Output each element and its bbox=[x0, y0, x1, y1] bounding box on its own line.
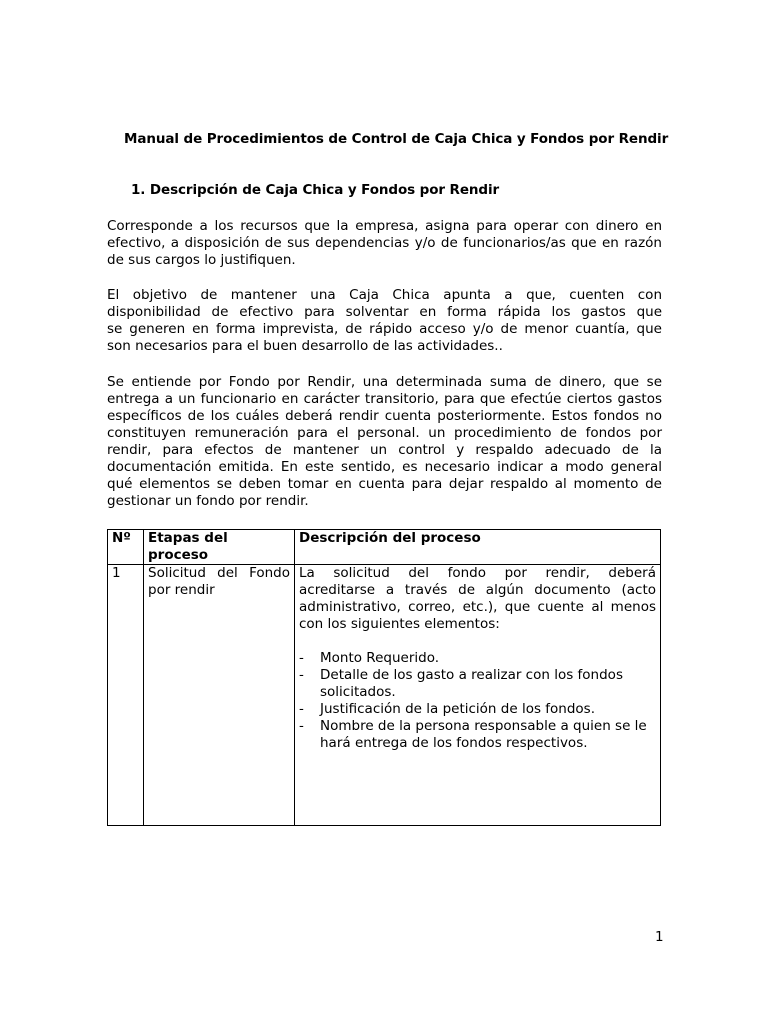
list-item-line: solicitados. bbox=[320, 684, 396, 700]
paragraph-fondo-por-rendir bbox=[107, 374, 662, 510]
paragraph-line: gestionar un fondo por rendir. bbox=[107, 493, 309, 509]
header-stage: Etapas del proceso bbox=[144, 530, 295, 565]
paragraph-caja-chica-definition bbox=[107, 218, 662, 269]
paragraph-line: qué elementos se deben tomar en cuenta para dejar respaldo al momento de bbox=[107, 476, 662, 492]
process-table bbox=[107, 529, 661, 826]
section-heading: 1. Descripción de Caja Chica y Fondos por Rendir bbox=[131, 182, 500, 198]
list-marker: - bbox=[299, 650, 304, 666]
list-item bbox=[299, 667, 656, 701]
paragraph-line: de sus cargos lo justifiquen. bbox=[107, 252, 296, 268]
description-line: La solicitud del fondo por rendir, deberá bbox=[299, 565, 656, 581]
stage-line: Solicitud del Fondo bbox=[148, 565, 290, 581]
paragraph-line: efectivo, a disposición de sus dependencias y/o de funcionarios/as que en razón bbox=[107, 235, 662, 251]
paragraph-line: rendir, para efectos de mantener un control y respaldo adecuado de la bbox=[107, 442, 662, 458]
list-marker: - bbox=[299, 718, 304, 734]
list-item bbox=[299, 718, 656, 752]
list-marker: - bbox=[299, 701, 304, 717]
paragraph-line: disponibilidad de efectivo para solventar en forma rápida los gastos que bbox=[107, 304, 662, 320]
paragraph-line: Se entiende por Fondo por Rendir, una determinada suma de dinero, que se bbox=[107, 374, 662, 390]
page-number: 1 bbox=[655, 929, 664, 945]
paragraph-line: son necesarios para el buen desarrollo de las actividades.. bbox=[107, 338, 503, 354]
requirements-list bbox=[299, 650, 656, 752]
list-item-line: hará entrega de los fondos respectivos. bbox=[320, 735, 588, 751]
cell-stage bbox=[144, 565, 295, 826]
description-line: administrativo, correo, etc.), que cuente al menos bbox=[299, 599, 656, 615]
cell-description bbox=[295, 565, 661, 826]
paragraph-line: documentación emitida. En este sentido, es necesario indicar a modo general bbox=[107, 459, 662, 475]
header-description: Descripción del proceso bbox=[295, 530, 661, 565]
table-header-row bbox=[108, 530, 661, 565]
table-row bbox=[108, 565, 661, 826]
list-item-line: Nombre de la persona responsable a quien se le bbox=[320, 718, 647, 734]
list-item-line: Justificación de la petición de los fondos. bbox=[320, 701, 595, 717]
paragraph-caja-chica-objective bbox=[107, 287, 662, 355]
description-line: acreditarse a través de algún documento (acto bbox=[299, 582, 656, 598]
paragraph-line: específicos de los cuáles deberá rendir cuenta posteriormente. Estos fondos no bbox=[107, 408, 662, 424]
stage-line: por rendir bbox=[148, 582, 215, 598]
list-item-line: Monto Requerido. bbox=[320, 650, 440, 666]
paragraph-line: Corresponde a los recursos que la empresa, asigna para operar con dinero en bbox=[107, 218, 662, 234]
description-line: con los siguientes elementos: bbox=[299, 616, 500, 632]
paragraph-line: El objetivo de mantener una Caja Chica apunta a que, cuenten con bbox=[107, 287, 662, 303]
paragraph-line: constituyen remuneración para el personal. un procedimiento de fondos por bbox=[107, 425, 662, 441]
header-number: Nº bbox=[108, 530, 144, 565]
document-title: Manual de Procedimientos de Control de Caja Chica y Fondos por Rendir bbox=[124, 131, 669, 147]
list-item-line: Detalle de los gasto a realizar con los fondos bbox=[320, 667, 623, 683]
paragraph-line: se generen en forma imprevista, de rápido acceso y/o de menor cuantía, que bbox=[107, 321, 662, 337]
list-item bbox=[299, 650, 656, 667]
cell-number: 1 bbox=[108, 565, 144, 826]
list-marker: - bbox=[299, 667, 304, 683]
paragraph-line: entrega a un funcionario en carácter transitorio, para que efectúe ciertos gastos bbox=[107, 391, 662, 407]
list-item bbox=[299, 701, 656, 718]
